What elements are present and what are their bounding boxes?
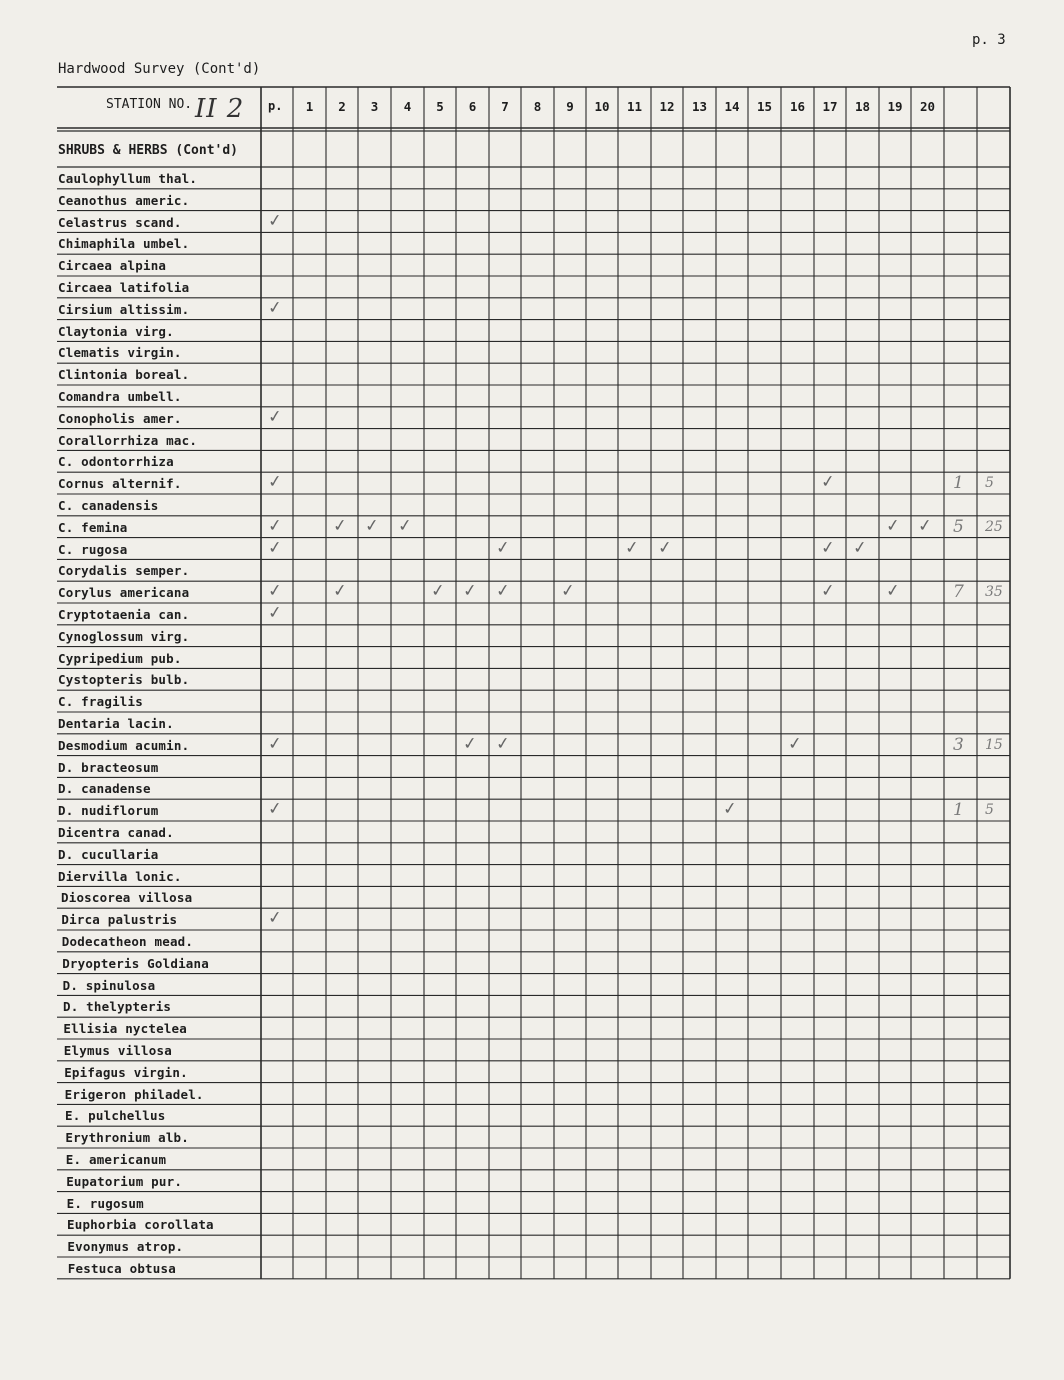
- species-label: Clintonia boreal.: [58, 367, 190, 383]
- species-label: Conopholis amer.: [58, 410, 182, 426]
- species-label: Cystopteris bulb.: [58, 672, 190, 688]
- column-header-8: 8: [533, 99, 542, 114]
- species-label: C. rugosa: [58, 541, 128, 557]
- check-mark: ✓: [721, 798, 739, 820]
- species-label: D. spinulosa: [62, 977, 156, 993]
- species-label: Corallorrhiza mac.: [58, 432, 198, 448]
- column-header-2: 2: [338, 99, 346, 114]
- check-mark: ✓: [266, 406, 284, 428]
- species-label: Cirsium altissim.: [58, 301, 190, 317]
- species-label: Dioscorea villosa: [61, 890, 193, 906]
- species-label: E. pulchellus: [65, 1108, 166, 1124]
- column-header-14: 14: [724, 99, 740, 114]
- species-label: Festuca obtusa: [67, 1261, 176, 1276]
- species-label: Cynoglossum virg.: [58, 628, 190, 644]
- species-label: Dicentra canad.: [58, 825, 174, 840]
- species-label: E. americanum: [65, 1152, 167, 1167]
- column-header-12: 12: [659, 99, 675, 114]
- check-mark: ✓: [461, 733, 479, 755]
- species-label: Corylus americana: [58, 585, 190, 601]
- species-label: Claytonia virg.: [58, 323, 174, 339]
- species-label: Euphorbia corollata: [67, 1217, 214, 1233]
- check-mark: ✓: [331, 515, 349, 537]
- check-mark: ✓: [819, 471, 837, 493]
- tally-count: 3: [953, 734, 964, 755]
- check-mark: ✓: [266, 536, 284, 559]
- column-header-p: p.: [268, 99, 283, 113]
- species-label: C. femina: [58, 519, 128, 535]
- column-header-13: 13: [691, 99, 708, 114]
- column-header-17: 17: [822, 99, 838, 114]
- species-label: D. canadense: [58, 781, 151, 797]
- species-label: C. odontorrhiza: [58, 454, 174, 470]
- species-label: Dodecatheon mead.: [61, 934, 194, 949]
- column-header-15: 15: [756, 99, 773, 114]
- check-mark: ✓: [494, 580, 512, 602]
- species-label: C. fragilis: [58, 694, 143, 710]
- species-label: Cornus alternif.: [58, 476, 182, 492]
- species-label: D. bracteosum: [58, 759, 159, 775]
- check-mark: ✓: [786, 733, 804, 755]
- check-mark: ✓: [819, 536, 837, 559]
- page-number: p. 3: [972, 32, 1006, 48]
- column-header-7: 7: [501, 99, 509, 114]
- species-label: D. cucullaria: [58, 846, 159, 862]
- check-mark: ✓: [819, 580, 837, 602]
- check-mark: ✓: [916, 515, 934, 537]
- species-label: Circaea latifolia: [58, 280, 190, 295]
- species-label: Dentaria lacin.: [58, 716, 174, 731]
- species-label: Cryptotaenia can.: [58, 607, 190, 622]
- species-label: D. nudiflorum: [58, 803, 159, 819]
- tally-count: 7: [953, 582, 964, 603]
- tally-total: 15: [985, 736, 1003, 753]
- check-mark: ✓: [623, 536, 641, 559]
- species-label: Cypripedium pub.: [58, 650, 182, 666]
- check-mark: ✓: [266, 471, 284, 493]
- tally-total: 25: [985, 518, 1003, 535]
- species-label: Dirca palustris: [61, 912, 178, 928]
- section-label: SHRUBS & HERBS (Cont'd): [58, 143, 239, 158]
- check-mark: ✓: [266, 733, 284, 755]
- species-label: D. thelypteris: [63, 999, 172, 1015]
- species-label: Ceanothus americ.: [58, 192, 190, 208]
- species-label: Caulophyllum thal.: [58, 171, 198, 186]
- column-header-10: 10: [594, 99, 610, 114]
- station-label: STATION NO.: [106, 97, 193, 112]
- check-mark: ✓: [656, 536, 674, 559]
- species-label: Dryopteris Goldiana: [62, 955, 209, 971]
- species-label: Corydalis semper.: [58, 563, 190, 579]
- check-mark: ✓: [884, 580, 902, 602]
- check-mark: ✓: [494, 536, 512, 559]
- tally-count: 1: [953, 800, 964, 821]
- check-mark: ✓: [266, 907, 284, 929]
- species-label: C. canadensis: [58, 498, 159, 513]
- column-header-20: 20: [919, 99, 936, 114]
- species-label: Erythronium alb.: [65, 1130, 190, 1146]
- column-header-9: 9: [566, 99, 574, 114]
- column-header-19: 19: [887, 99, 903, 114]
- column-header-11: 11: [626, 99, 643, 114]
- check-mark: ✓: [266, 798, 284, 820]
- column-header-5: 5: [436, 99, 444, 114]
- species-label: Diervilla lonic.: [58, 868, 182, 884]
- column-header-4: 4: [403, 99, 412, 114]
- check-mark: ✓: [266, 602, 284, 624]
- check-mark: ✓: [266, 297, 284, 319]
- species-label: Elymus villosa: [63, 1043, 172, 1058]
- check-mark: ✓: [266, 515, 284, 537]
- species-label: Eupatorium pur.: [66, 1173, 183, 1189]
- species-label: Desmodium acumin.: [58, 737, 190, 753]
- check-mark: ✓: [396, 515, 414, 537]
- species-label: Erigeron philadel.: [64, 1086, 204, 1102]
- species-label: Ellisia nyctelea: [63, 1021, 188, 1037]
- station-value: II 2: [195, 94, 245, 124]
- tally-count: 5: [953, 516, 964, 537]
- species-label: Clematis virgin.: [58, 345, 182, 361]
- column-header-3: 3: [370, 99, 379, 114]
- tally-total: 35: [985, 584, 1003, 601]
- species-label: Evonymus atrop.: [67, 1239, 184, 1255]
- species-label: Chimaphila umbel.: [58, 236, 190, 252]
- species-label: Epifagus virgin.: [64, 1064, 188, 1080]
- check-mark: ✓: [266, 209, 284, 232]
- check-mark: ✓: [851, 536, 869, 559]
- check-mark: ✓: [266, 580, 284, 602]
- species-label: Circaea alpina: [58, 258, 167, 274]
- column-header-6: 6: [468, 99, 477, 114]
- check-mark: ✓: [363, 515, 381, 537]
- check-mark: ✓: [461, 580, 479, 602]
- species-label: Comandra umbell.: [58, 389, 182, 404]
- column-header-18: 18: [854, 99, 871, 114]
- species-label: E. rugosum: [66, 1195, 144, 1211]
- tally-total: 5: [985, 475, 994, 492]
- tally-total: 5: [985, 802, 994, 819]
- species-label: Celastrus scand.: [58, 214, 182, 230]
- check-mark: ✓: [331, 580, 349, 602]
- check-mark: ✓: [429, 580, 447, 602]
- check-mark: ✓: [494, 733, 512, 755]
- column-header-1: 1: [305, 99, 314, 114]
- column-header-16: 16: [789, 99, 806, 114]
- check-mark: ✓: [559, 580, 577, 602]
- check-mark: ✓: [884, 515, 902, 537]
- tally-count: 1: [953, 473, 964, 494]
- document-title: Hardwood Survey (Cont'd): [58, 61, 261, 77]
